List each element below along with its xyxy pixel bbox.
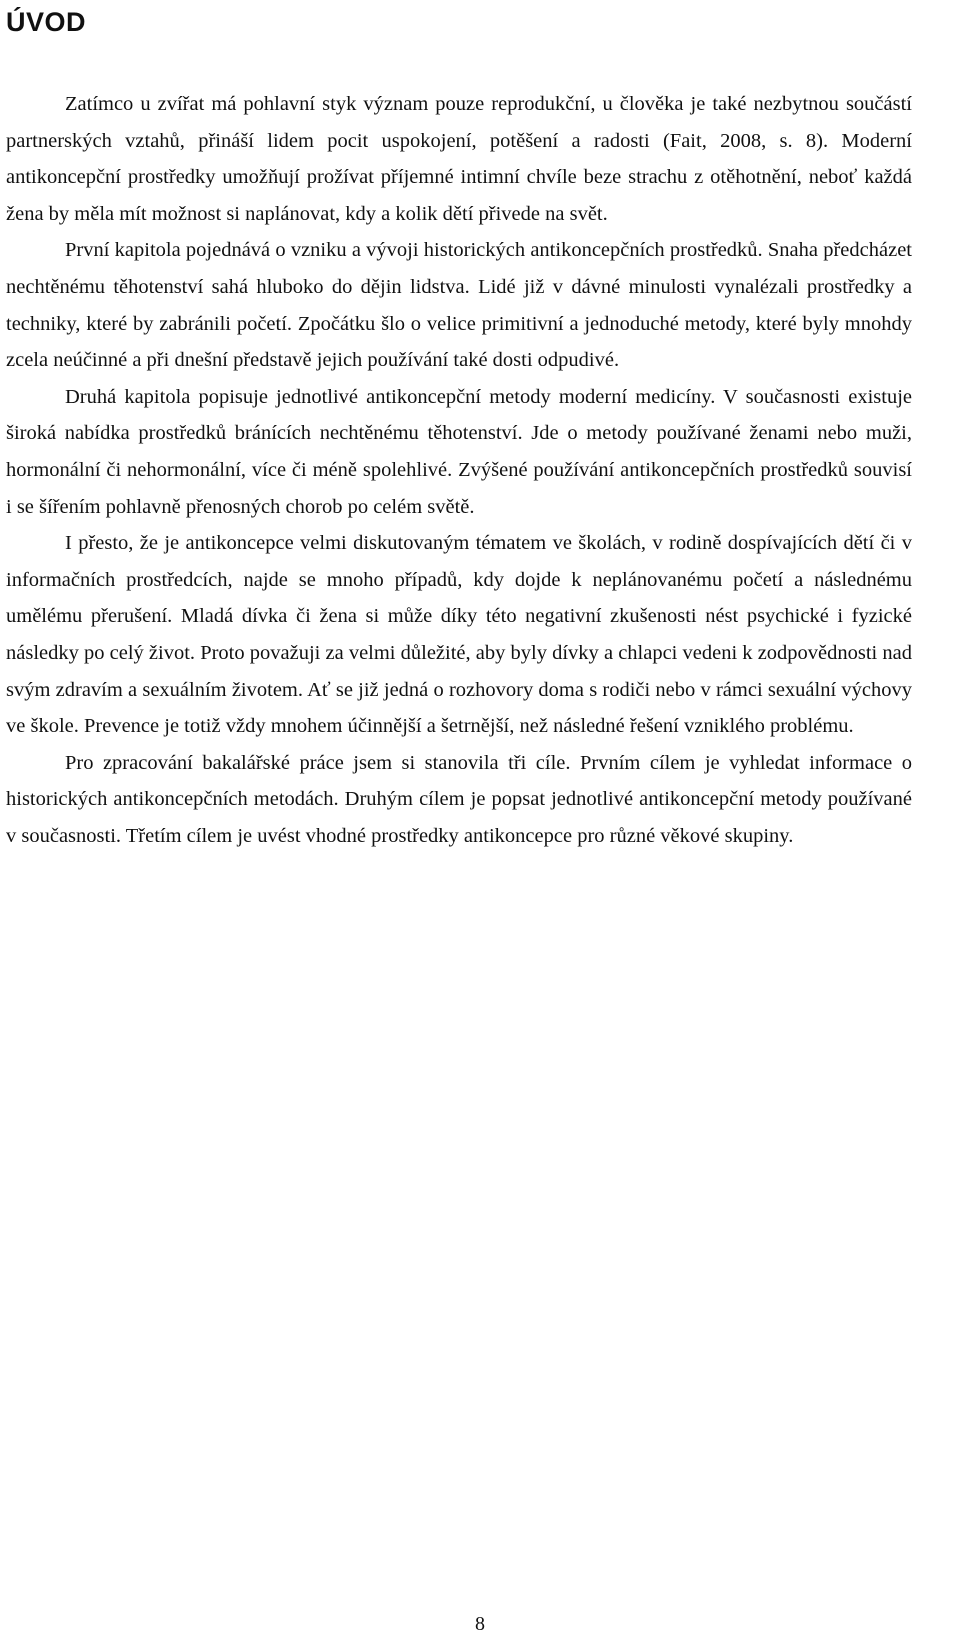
- paragraph-goals: Pro zpracování bakalářské práce jsem si stanovila tři cíle. Prvním cílem je vyhledat informace o historických antikoncepčních metodách. Druhým cílem je popsat jednotlivé antikoncepční metody používané v současnosti. Třetím cílem je uvést vhodné prostředky antikoncepce pro různé věkové skupiny.: [6, 751, 912, 847]
- paragraph-second-chapter: Druhá kapitola popisuje jednotlivé antikoncepční metody moderní medicíny. V současnosti existuje široká nabídka prostředků bránících nechtěnému těhotenství. Jde o metody používané ženami nebo muži, hormonální či nehormonální, více či méně spolehlivé. Zvýšené používání antikoncepčních prostředků souvisí i se šířením pohlavně přenosných chorob po celém světě.: [6, 385, 912, 518]
- paragraph-first-chapter: První kapitola pojednává o vzniku a vývoji historických antikoncepčních prostředků. Snaha předcházet nechtěnému těhotenství sahá hluboko do dějin lidstva. Lidé již v dávné minulosti vynalézali prostředky a techniky, které by zabránili početí. Zpočátku šlo o velice primitivní a jednoduché metody, které byly mnohdy zcela neúčinné a při dnešní představě jejich používání také dosti odpudivé.: [6, 239, 912, 372]
- paragraph-prevention: I přesto, že je antikoncepce velmi diskutovaným tématem ve školách, v rodině dospívajících dětí či v informačních prostředcích, najde se mnoho případů, kdy dojde k neplánovanému početí a následnému umělému přerušení. Mladá dívka či žena si může díky této negativní zkušenosti nést psychické i fyzické následky po celý život. Proto považuji za velmi důležité, aby byly dívky a chlapci vedeni k zodpovědnosti nad svým zdravím a sexuálním životem. Ať se již jedná o rozhovory doma s rodiči nebo v rámci sexuální výchovy ve škole. Prevence je totiž vždy mnohem účinnější a šetrnější, než následné řešení vzniklého problému.: [6, 532, 912, 738]
- page-number: 8: [475, 1613, 485, 1635]
- body-text: [6, 86, 912, 854]
- paragraph-intro: Zatímco u zvířat má pohlavní styk význam pouze reprodukční, u člověka je také nezbytnou součástí partnerských vztahů, přináší lidem pocit uspokojení, potěšení a radosti (Fait, 2008, s. 8). Moderní antikoncepční prostředky umožňují prožívat příjemné intimní chvíle beze strachu z otěhotnění, neboť každá žena by měla mít možnost si naplánovat, kdy a kolik dětí přivede na svět.: [6, 93, 912, 225]
- page-title: ÚVOD: [6, 7, 87, 37]
